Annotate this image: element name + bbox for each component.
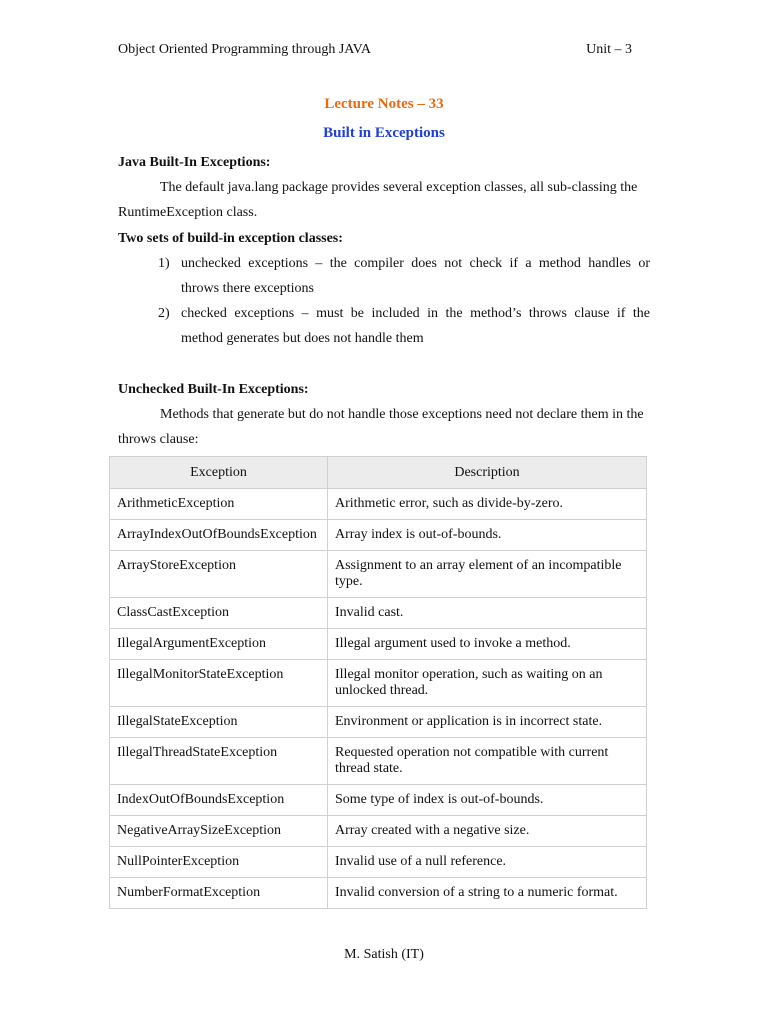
table-row — [110, 629, 647, 660]
table-header-row — [110, 457, 647, 489]
description-cell: Arithmetic error, such as divide-by-zero. — [328, 489, 647, 520]
list-item-text: throws there exceptions — [181, 281, 314, 296]
list-item-number: 1) — [158, 256, 170, 271]
table-row — [110, 738, 647, 785]
exception-name-cell: IllegalStateException — [110, 707, 328, 738]
exception-name-cell: IllegalArgumentException — [110, 629, 328, 660]
table-row — [110, 598, 647, 629]
lecture-title: Lecture Notes – 33 — [324, 96, 444, 112]
table-row — [110, 660, 647, 707]
table-row — [110, 551, 647, 598]
exception-name-cell: IllegalThreadStateException — [110, 738, 328, 785]
list-item-number: 2) — [158, 306, 170, 321]
exception-name-cell: IllegalMonitorStateException — [110, 660, 328, 707]
table-row — [110, 707, 647, 738]
table-row — [110, 847, 647, 878]
column-header-description: Description — [328, 457, 647, 489]
description-cell: Illegal argument used to invoke a method. — [328, 629, 647, 660]
paragraph-line: The default java.lang package provides several exception classes, all sub-classing the — [160, 180, 638, 195]
section-heading-unchecked: Unchecked Built-In Exceptions: — [118, 382, 309, 397]
description-cell: Invalid use of a null reference. — [328, 847, 647, 878]
description-cell: Environment or application is in incorrect state. — [328, 707, 647, 738]
topic-title: Built in Exceptions — [323, 125, 445, 141]
page-header — [118, 42, 632, 58]
list-item-text: checked exceptions – must be included in the method’s throws clause if the — [181, 306, 650, 321]
exception-name-cell: ArithmeticException — [110, 489, 328, 520]
exception-name-cell: ArrayIndexOutOfBoundsException — [110, 520, 328, 551]
description-cell: Illegal monitor operation, such as waiting on an unlocked thread. — [328, 660, 647, 707]
description-cell: Some type of index is out-of-bounds. — [328, 785, 647, 816]
column-header-exception: Exception — [110, 457, 328, 489]
paragraph-line: RuntimeException class. — [118, 205, 258, 220]
table-row — [110, 816, 647, 847]
exception-name-cell: NegativeArraySizeException — [110, 816, 328, 847]
description-cell: Assignment to an array element of an incompatible type. — [328, 551, 647, 598]
paragraph-line: Methods that generate but do not handle those exceptions need not declare them in the — [160, 407, 644, 422]
paragraph-line: throws clause: — [118, 432, 199, 447]
exception-name-cell: NumberFormatException — [110, 878, 328, 909]
table-row — [110, 878, 647, 909]
unit-label: Unit – 3 — [586, 42, 632, 57]
exception-name-cell: IndexOutOfBoundsException — [110, 785, 328, 816]
section-heading-java-builtin: Java Built-In Exceptions: — [118, 155, 271, 170]
table-row — [110, 785, 647, 816]
course-title: Object Oriented Programming through JAVA — [118, 42, 372, 57]
description-cell: Array index is out-of-bounds. — [328, 520, 647, 551]
list-item-text: unchecked exceptions – the compiler does not check if a method handles or — [181, 256, 650, 271]
exception-name-cell: NullPointerException — [110, 847, 328, 878]
list-item-text: method generates but does not handle them — [181, 331, 424, 346]
exception-name-cell: ArrayStoreException — [110, 551, 328, 598]
section-heading-two-sets: Two sets of build-in exception classes: — [118, 231, 343, 246]
description-cell: Invalid cast. — [328, 598, 647, 629]
table-row — [110, 489, 647, 520]
description-cell: Requested operation not compatible with current thread state. — [328, 738, 647, 785]
description-cell: Invalid conversion of a string to a numeric format. — [328, 878, 647, 909]
description-cell: Array created with a negative size. — [328, 816, 647, 847]
exception-name-cell: ClassCastException — [110, 598, 328, 629]
exceptions-table — [109, 456, 647, 909]
page-footer: M. Satish (IT) — [344, 947, 424, 962]
table-row — [110, 520, 647, 551]
